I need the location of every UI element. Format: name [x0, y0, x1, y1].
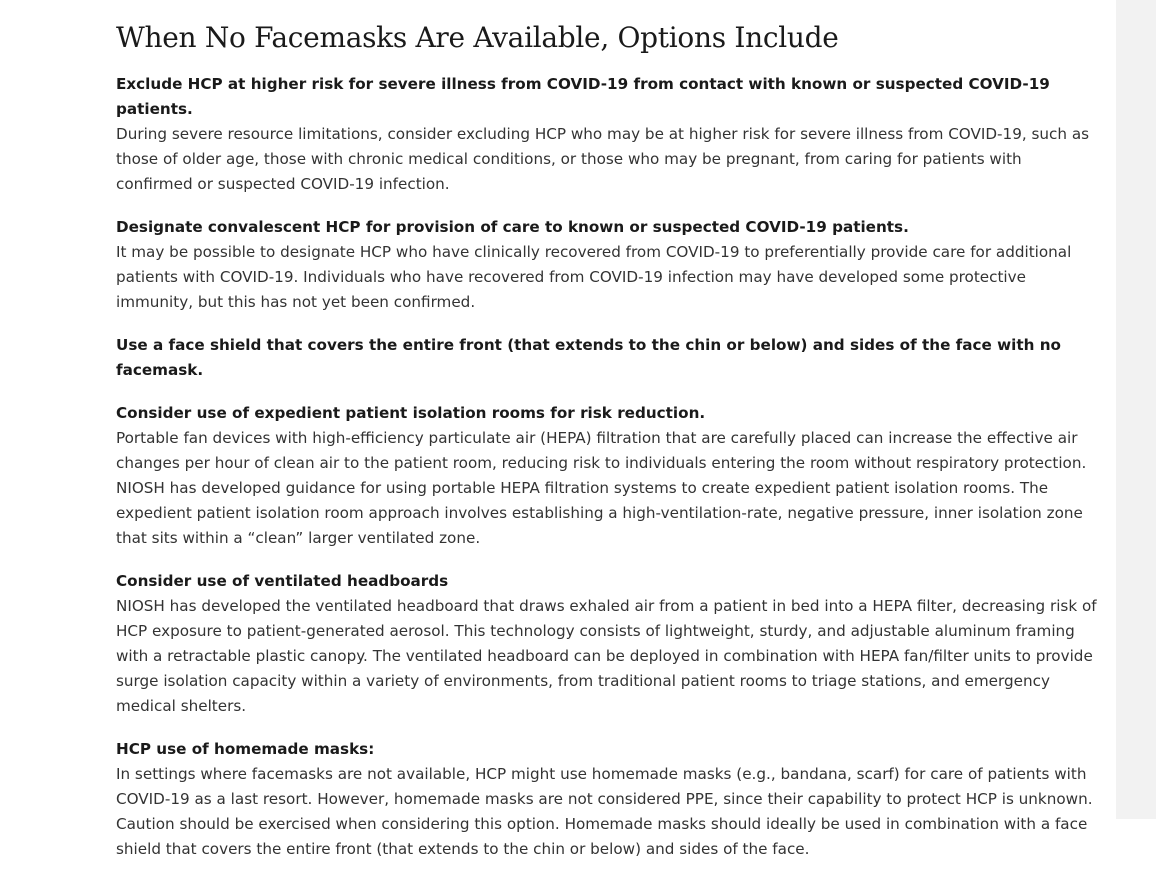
section-heading: Designate convalescent HCP for provision of care to known or suspected COVID-19 patients.	[116, 218, 909, 236]
section-convalescent-hcp	[116, 215, 1102, 315]
section-homemade-masks	[116, 737, 1102, 862]
section-body: During severe resource limitations, consider excluding HCP who may be at higher risk for severe illness from COVID-19, such as those of older age, those with chronic medical conditions, or those who may be pregnant, from caring for patients with confirmed or suspected COVID-19 infection.	[116, 125, 1090, 193]
page-title: When No Facemasks Are Available, Options Include	[116, 21, 839, 54]
section-body: It may be possible to designate HCP who have clinically recovered from COVID-19 to preferentially provide care for additional patients with COVID-19. Individuals who have recovered from COVID-19 infection may have developed some protective immunity, but this has not yet been confirmed.	[116, 243, 1072, 311]
section-ventilated-headboards	[116, 569, 1102, 719]
section-heading: Consider use of expedient patient isolation rooms for risk reduction.	[116, 404, 706, 422]
section-body: Portable fan devices with high-efficiency particulate air (HEPA) filtration that are carefully placed can increase the effective air changes per hour of clean air to the patient room, reducing risk to individuals entering the room without respiratory protection. NIOSH has developed guidance for using portable HEPA filtration systems to create expedient patient isolation rooms. The expedient patient isolation room approach involves establishing a high-ventilation-rate, negative pressure, inner isolation zone that sits within a “clean” larger ventilated zone.	[116, 429, 1087, 547]
section-heading: Exclude HCP at higher risk for severe illness from COVID-19 from contact with known or suspected COVID-19 patients.	[116, 75, 1050, 118]
article-content	[116, 18, 1102, 880]
section-heading: Use a face shield that covers the entire front (that extends to the chin or below) and sides of the face with no facemask.	[116, 336, 1061, 379]
page-right-gutter	[1116, 0, 1156, 819]
section-face-shield	[116, 333, 1102, 383]
section-exclude-high-risk-hcp	[116, 72, 1102, 197]
section-heading: Consider use of ventilated headboards	[116, 572, 449, 590]
section-isolation-rooms	[116, 401, 1102, 551]
section-body: In settings where facemasks are not available, HCP might use homemade masks (e.g., bandana, scarf) for care of patients with COVID-19 as a last resort. However, homemade masks are not considered PPE, since their capability to protect HCP is unknown. Caution should be exercised when considering this option. Homemade masks should ideally be used in combination with a face shield that covers the entire front (that extends to the chin or below) and sides of the face.	[116, 765, 1093, 858]
section-body: NIOSH has developed the ventilated headboard that draws exhaled air from a patient in bed into a HEPA filter, decreasing risk of HCP exposure to patient-generated aerosol. This technology consists of lightweight, sturdy, and adjustable aluminum framing with a retractable plastic canopy. The ventilated headboard can be deployed in combination with HEPA fan/filter units to provide surge isolation capacity within a variety of environments, from traditional patient rooms to triage stations, and emergency medical shelters.	[116, 597, 1097, 715]
section-heading: HCP use of homemade masks:	[116, 740, 375, 758]
